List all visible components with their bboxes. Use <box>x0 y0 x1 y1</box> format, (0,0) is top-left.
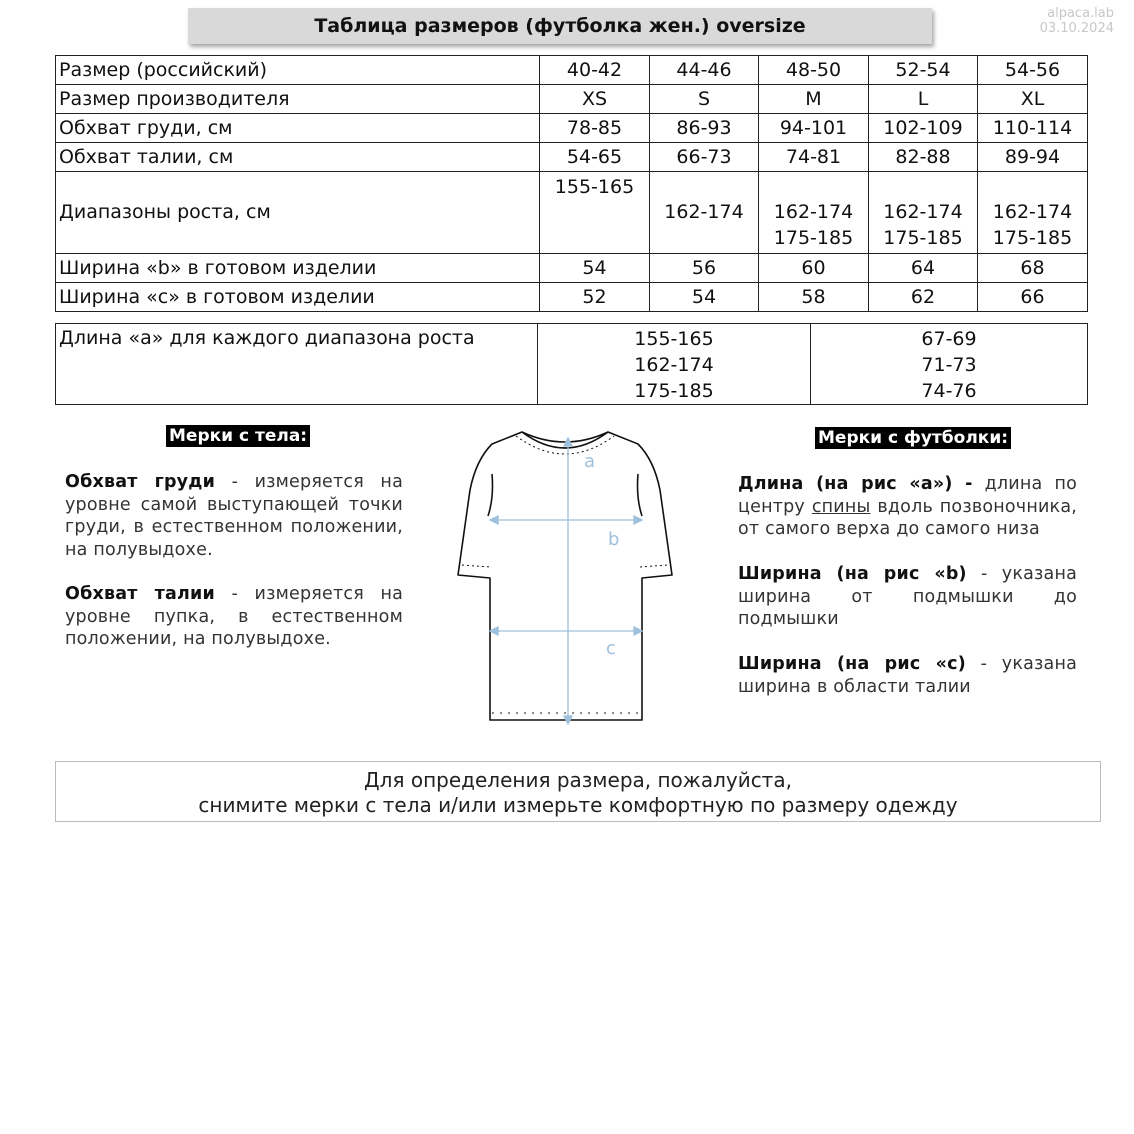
row-label: Обхват талии, см <box>56 143 540 172</box>
diagram-label-b: b <box>608 529 620 550</box>
width-c-text: - указана ширина в области талии <box>738 654 1078 697</box>
table-cell: XL <box>978 85 1088 114</box>
table-row <box>56 143 1088 172</box>
length-heights-cell <box>538 324 811 405</box>
height-cell-m <box>759 172 869 254</box>
width-b-text: - указана ширина от подмышки до подмышки <box>738 564 1078 629</box>
tshirt-outline-icon <box>458 432 672 720</box>
table-row <box>56 283 1088 312</box>
table-cell: M <box>759 85 869 114</box>
body-measurements-heading-wrap <box>166 426 310 446</box>
tshirt-diagram <box>450 420 680 730</box>
height-value: 162-174 <box>634 354 714 376</box>
table-cell: 68 <box>978 254 1088 283</box>
table-cell: XS <box>540 85 650 114</box>
table-cell: 54 <box>650 283 759 312</box>
width-c-term: Ширина (на рис «с) <box>738 654 966 674</box>
table-cell: 78-85 <box>540 114 650 143</box>
width-c-description <box>738 653 1077 698</box>
table-cell: L <box>869 85 978 114</box>
waist-text: - измеряется на уровне пупка, в естественном положении, на полувыдохе. <box>65 584 404 649</box>
width-b-term: Ширина (на рис «b) <box>738 564 967 584</box>
row-label: Диапазоны роста, см <box>56 172 540 254</box>
page-title: Таблица размеров (футболка жен.) oversize <box>188 8 932 44</box>
shirt-measurements-heading: Мерки с футболки: <box>815 427 1011 449</box>
table-cell: 102-109 <box>869 114 978 143</box>
table-row <box>56 172 1088 254</box>
chest-term: Обхват груди <box>65 472 216 492</box>
diagram-label-a: a <box>584 451 596 472</box>
height-value: 155-165 <box>554 176 635 198</box>
table-row <box>56 254 1088 283</box>
length-table <box>55 323 1088 405</box>
height-cell-xl <box>978 172 1088 254</box>
table-cell: 110-114 <box>978 114 1088 143</box>
length-value: 74-76 <box>921 380 977 402</box>
height-value: 175-185 <box>883 227 963 249</box>
row-label: Ширина «c» в готовом изделии <box>56 283 540 312</box>
waist-term: Обхват талии <box>65 584 215 604</box>
chest-text: - измеряется на уровне самой выступающей точки груди, в естественном положении, на полувыдохе. <box>65 472 403 560</box>
table-cell: 52 <box>540 283 650 312</box>
table-cell: 44-46 <box>650 56 759 85</box>
height-value: 162-174 <box>664 201 744 223</box>
diagram-label-c: c <box>606 638 616 659</box>
size-table <box>55 55 1088 312</box>
row-label: Ширина «b» в готовом изделии <box>56 254 540 283</box>
height-value: 175-185 <box>634 380 714 402</box>
table-cell: 56 <box>650 254 759 283</box>
height-cell-l <box>869 172 978 254</box>
table-cell: 52-54 <box>869 56 978 85</box>
height-value: 175-185 <box>992 227 1073 249</box>
sizing-note-line1: Для определения размера, пожалуйста, <box>364 768 792 792</box>
length-value: 71-73 <box>921 354 977 376</box>
table-cell: 54 <box>540 254 650 283</box>
length-text-2: вдоль позвоночника, от самого верха до самого низа <box>738 496 1078 539</box>
height-value: 162-174 <box>883 201 963 223</box>
row-label: Длина «а» для каждого диапазона роста <box>56 324 538 405</box>
table-cell: 94-101 <box>759 114 869 143</box>
table-cell: 40-42 <box>540 56 650 85</box>
table-cell: 66 <box>978 283 1088 312</box>
height-value: 162-174 <box>992 201 1073 223</box>
length-text-1: длина по центру <box>738 474 1077 517</box>
height-cell-s <box>650 172 759 254</box>
table-cell: 48-50 <box>759 56 869 85</box>
table-row <box>56 56 1088 85</box>
table-cell: 89-94 <box>978 143 1088 172</box>
watermark <box>1040 6 1114 36</box>
table-cell: 60 <box>759 254 869 283</box>
height-value: 155-165 <box>634 328 714 350</box>
length-value: 67-69 <box>921 328 977 350</box>
table-row <box>56 324 1088 405</box>
table-cell: 74-81 <box>759 143 869 172</box>
table-cell: S <box>650 85 759 114</box>
row-label: Обхват груди, см <box>56 114 540 143</box>
height-value: 175-185 <box>773 227 854 249</box>
table-cell: 54-65 <box>540 143 650 172</box>
waist-description <box>65 583 403 651</box>
length-term: Длина (на рис «а») - <box>738 474 973 494</box>
length-description <box>738 473 1077 541</box>
table-cell: 62 <box>869 283 978 312</box>
watermark-brand: alpaca.lab <box>1047 6 1114 21</box>
row-label: Размер (российский) <box>56 56 540 85</box>
table-cell: 82-88 <box>869 143 978 172</box>
table-cell: 66-73 <box>650 143 759 172</box>
height-value: 162-174 <box>773 201 854 223</box>
height-cell-xs <box>540 172 650 254</box>
table-cell: 54-56 <box>978 56 1088 85</box>
row-label: Размер производителя <box>56 85 540 114</box>
watermark-date: 03.10.2024 <box>1039 21 1114 36</box>
body-measurements-heading: Мерки с тела: <box>166 425 310 447</box>
table-cell: 58 <box>759 283 869 312</box>
length-text-underlined: спины <box>811 496 871 517</box>
table-row <box>56 114 1088 143</box>
table-cell: 86-93 <box>650 114 759 143</box>
chest-description <box>65 471 403 561</box>
shirt-measurements-heading-wrap <box>815 428 1011 448</box>
table-cell: 64 <box>869 254 978 283</box>
sizing-note-line2: снимите мерки с тела и/или измерьте комфортную по размеру одежду <box>198 793 958 817</box>
sizing-note <box>55 761 1101 822</box>
table-row <box>56 85 1088 114</box>
width-b-description <box>738 563 1077 631</box>
length-values-cell <box>811 324 1088 405</box>
